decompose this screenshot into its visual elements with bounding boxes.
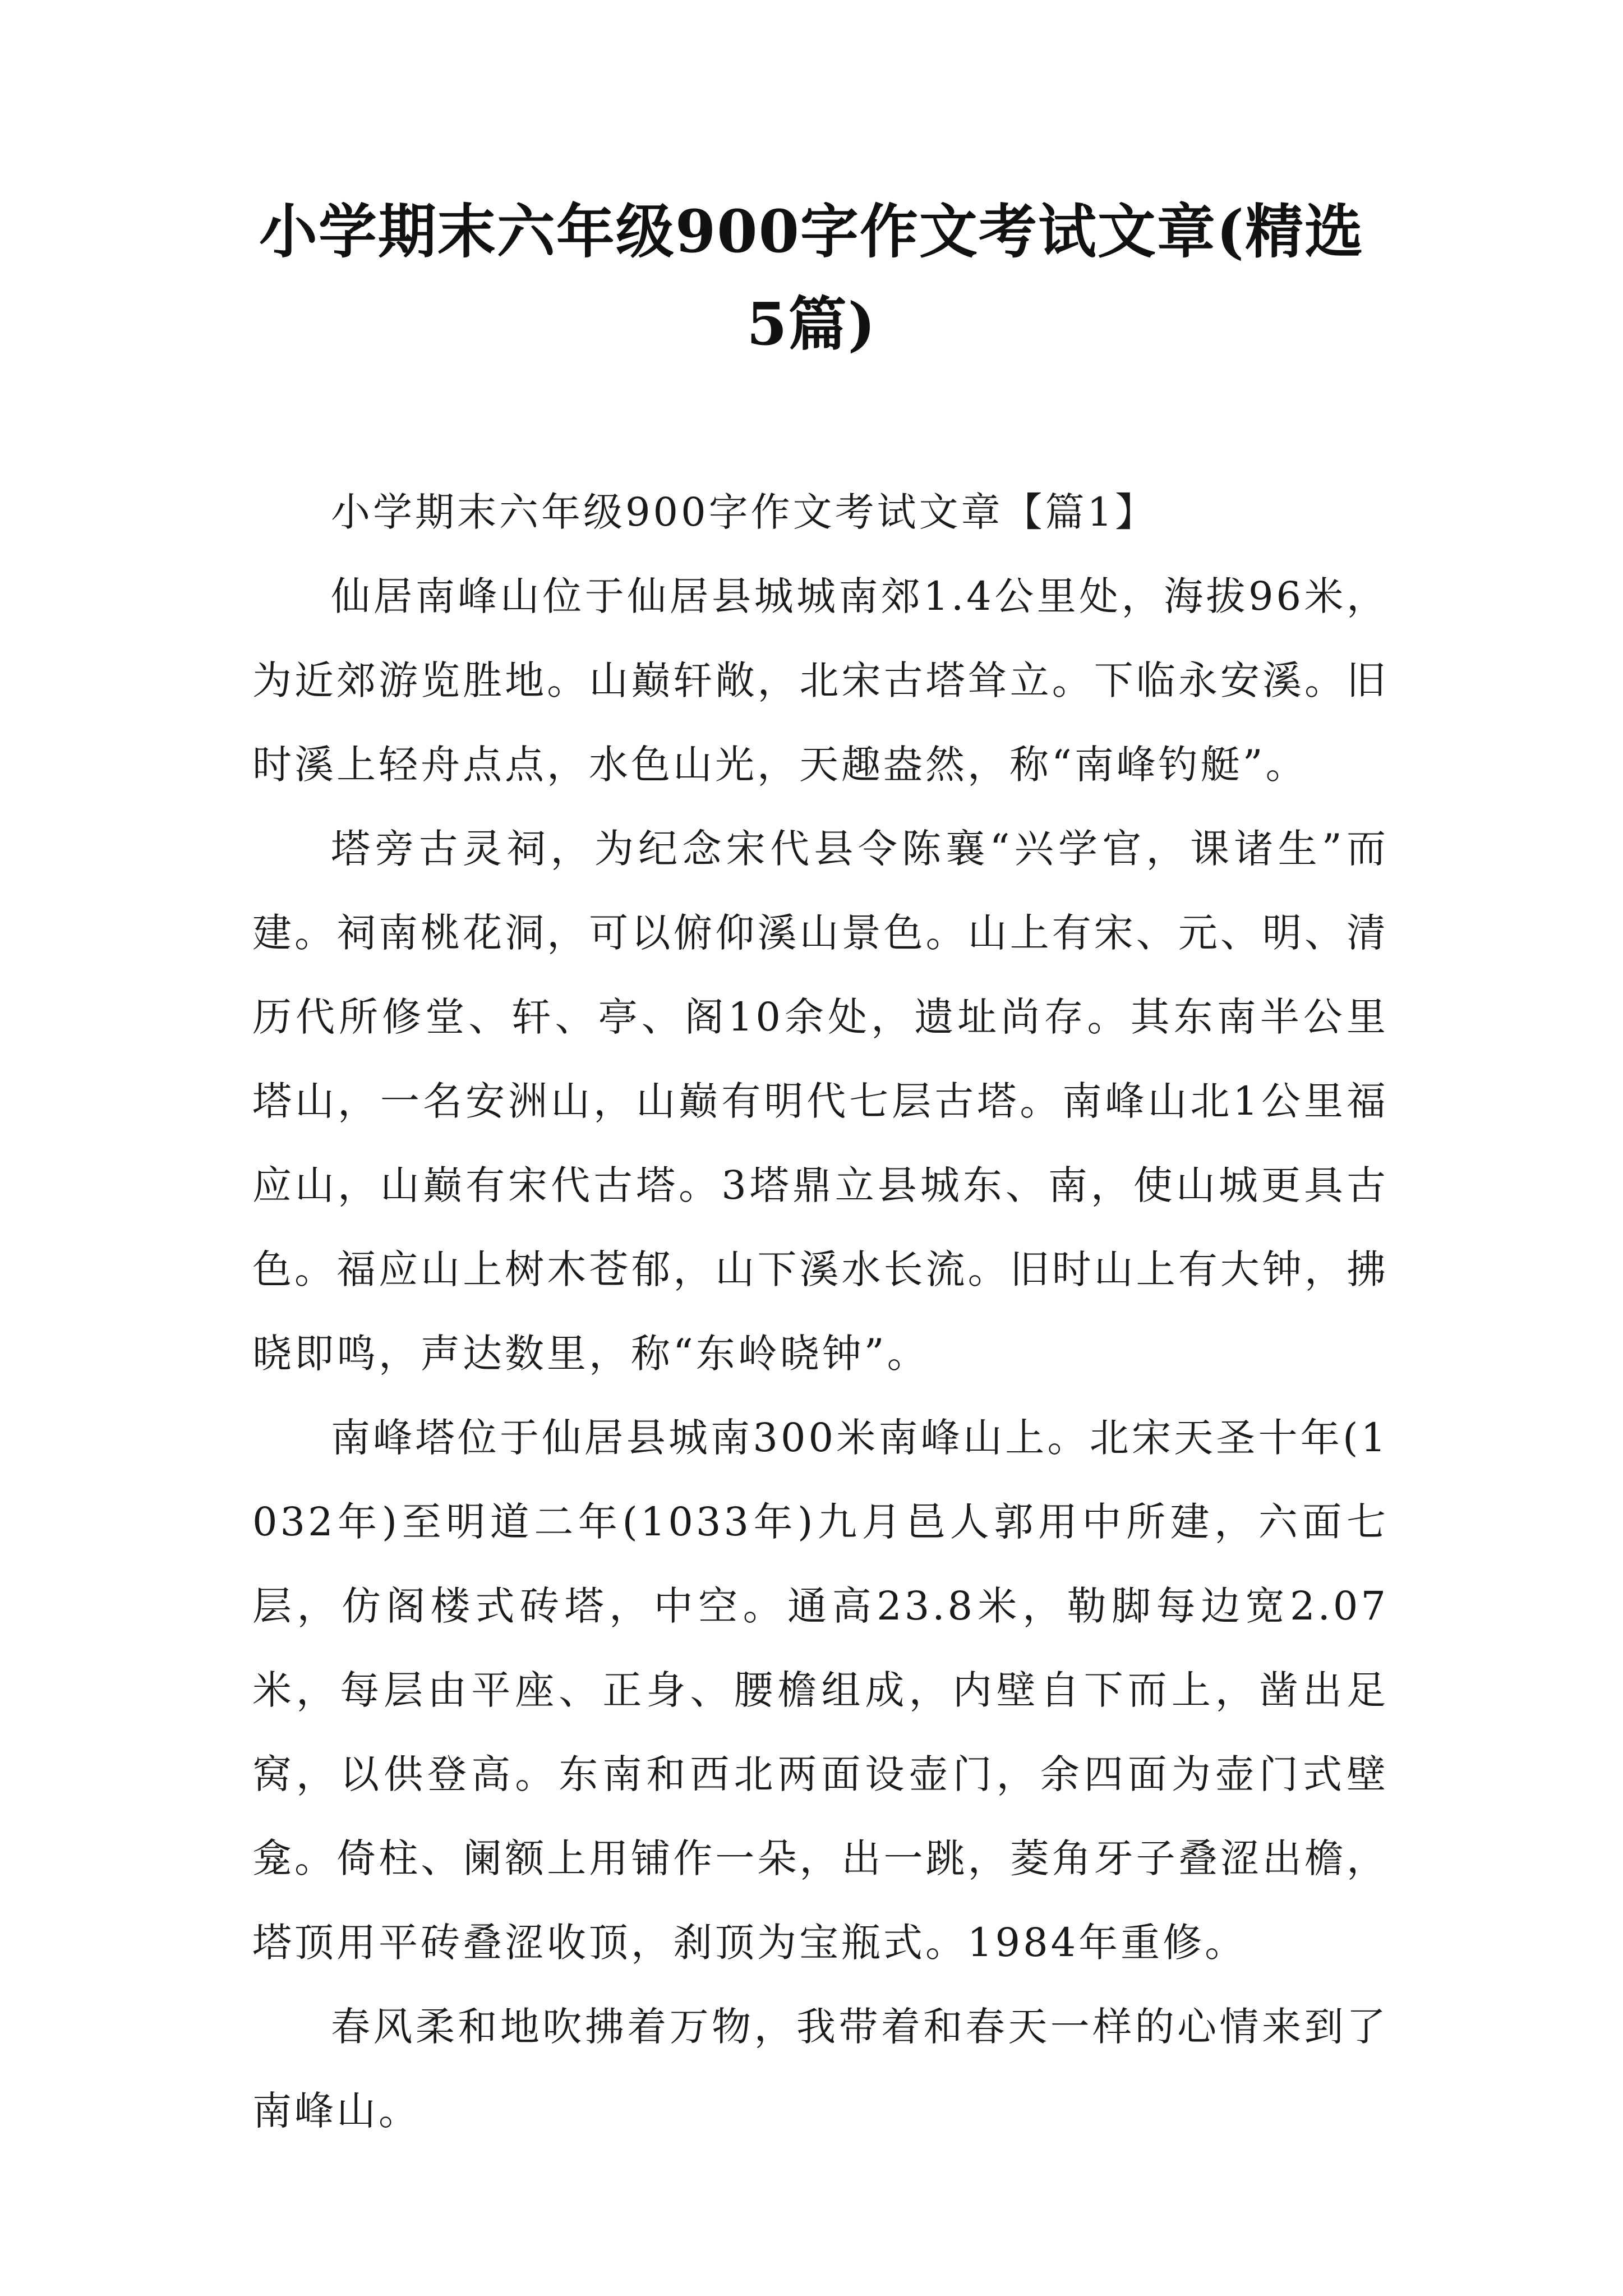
- paragraph: 仙居南峰山位于仙居县城城南郊1.4公里处，海拔96米，为近郊游览胜地。山巅轩敞，北宋古塔耸立。下临永安溪。旧时溪上轻舟点点，水色山光，天趣盎然，称“南峰钓艇”。: [252, 573, 1389, 788]
- article-body: [252, 470, 1389, 2153]
- page-title: [213, 185, 1410, 370]
- title-line-1: 小学期末六年级900字作文考试文章(精选: [259, 197, 1364, 266]
- section-heading: 小学期末六年级900字作文考试文章【篇1】: [331, 489, 1158, 535]
- title-line-2: 5篇): [746, 289, 877, 358]
- paragraph: 春风柔和地吹拂着万物，我带着和春天一样的心情来到了南峰山。: [252, 2004, 1389, 2134]
- paragraph: 南峰塔位于仙居县城南300米南峰山上。北宋天圣十年(1032年)至明道二年(1033年)九月邑人郭用中所建，六面七层，仿阁楼式砖塔，中空。通高23.8米，勒脚每边宽2.07米，每层由平座、正身、腰檐组成，内壁自下而上，凿出足窝，以供登高。东南和西北两面设壶门，余四面为壶门式壁龛。倚柱、阑额上用铺作一朵，出一跳，菱角牙子叠涩出檐，塔顶用平砖叠涩收顶，刹顶为宝瓶式。1984年重修。: [252, 1415, 1389, 1966]
- paragraph: 塔旁古灵祠，为纪念宋代县令陈襄“兴学官，课诸生”而建。祠南桃花洞，可以俯仰溪山景色。山上有宋、元、明、清历代所修堂、轩、亭、阁10余处，遗址尚存。其东南半公里塔山，一名安洲山，山巅有明代七层古塔。南峰山北1公里福应山，山巅有宋代古塔。3塔鼎立县城东、南，使山城更具古色。福应山上树木苍郁，山下溪水长流。旧时山上有大钟，拂晓即鸣，声达数里，称“东岭晓钟”。: [252, 826, 1389, 1377]
